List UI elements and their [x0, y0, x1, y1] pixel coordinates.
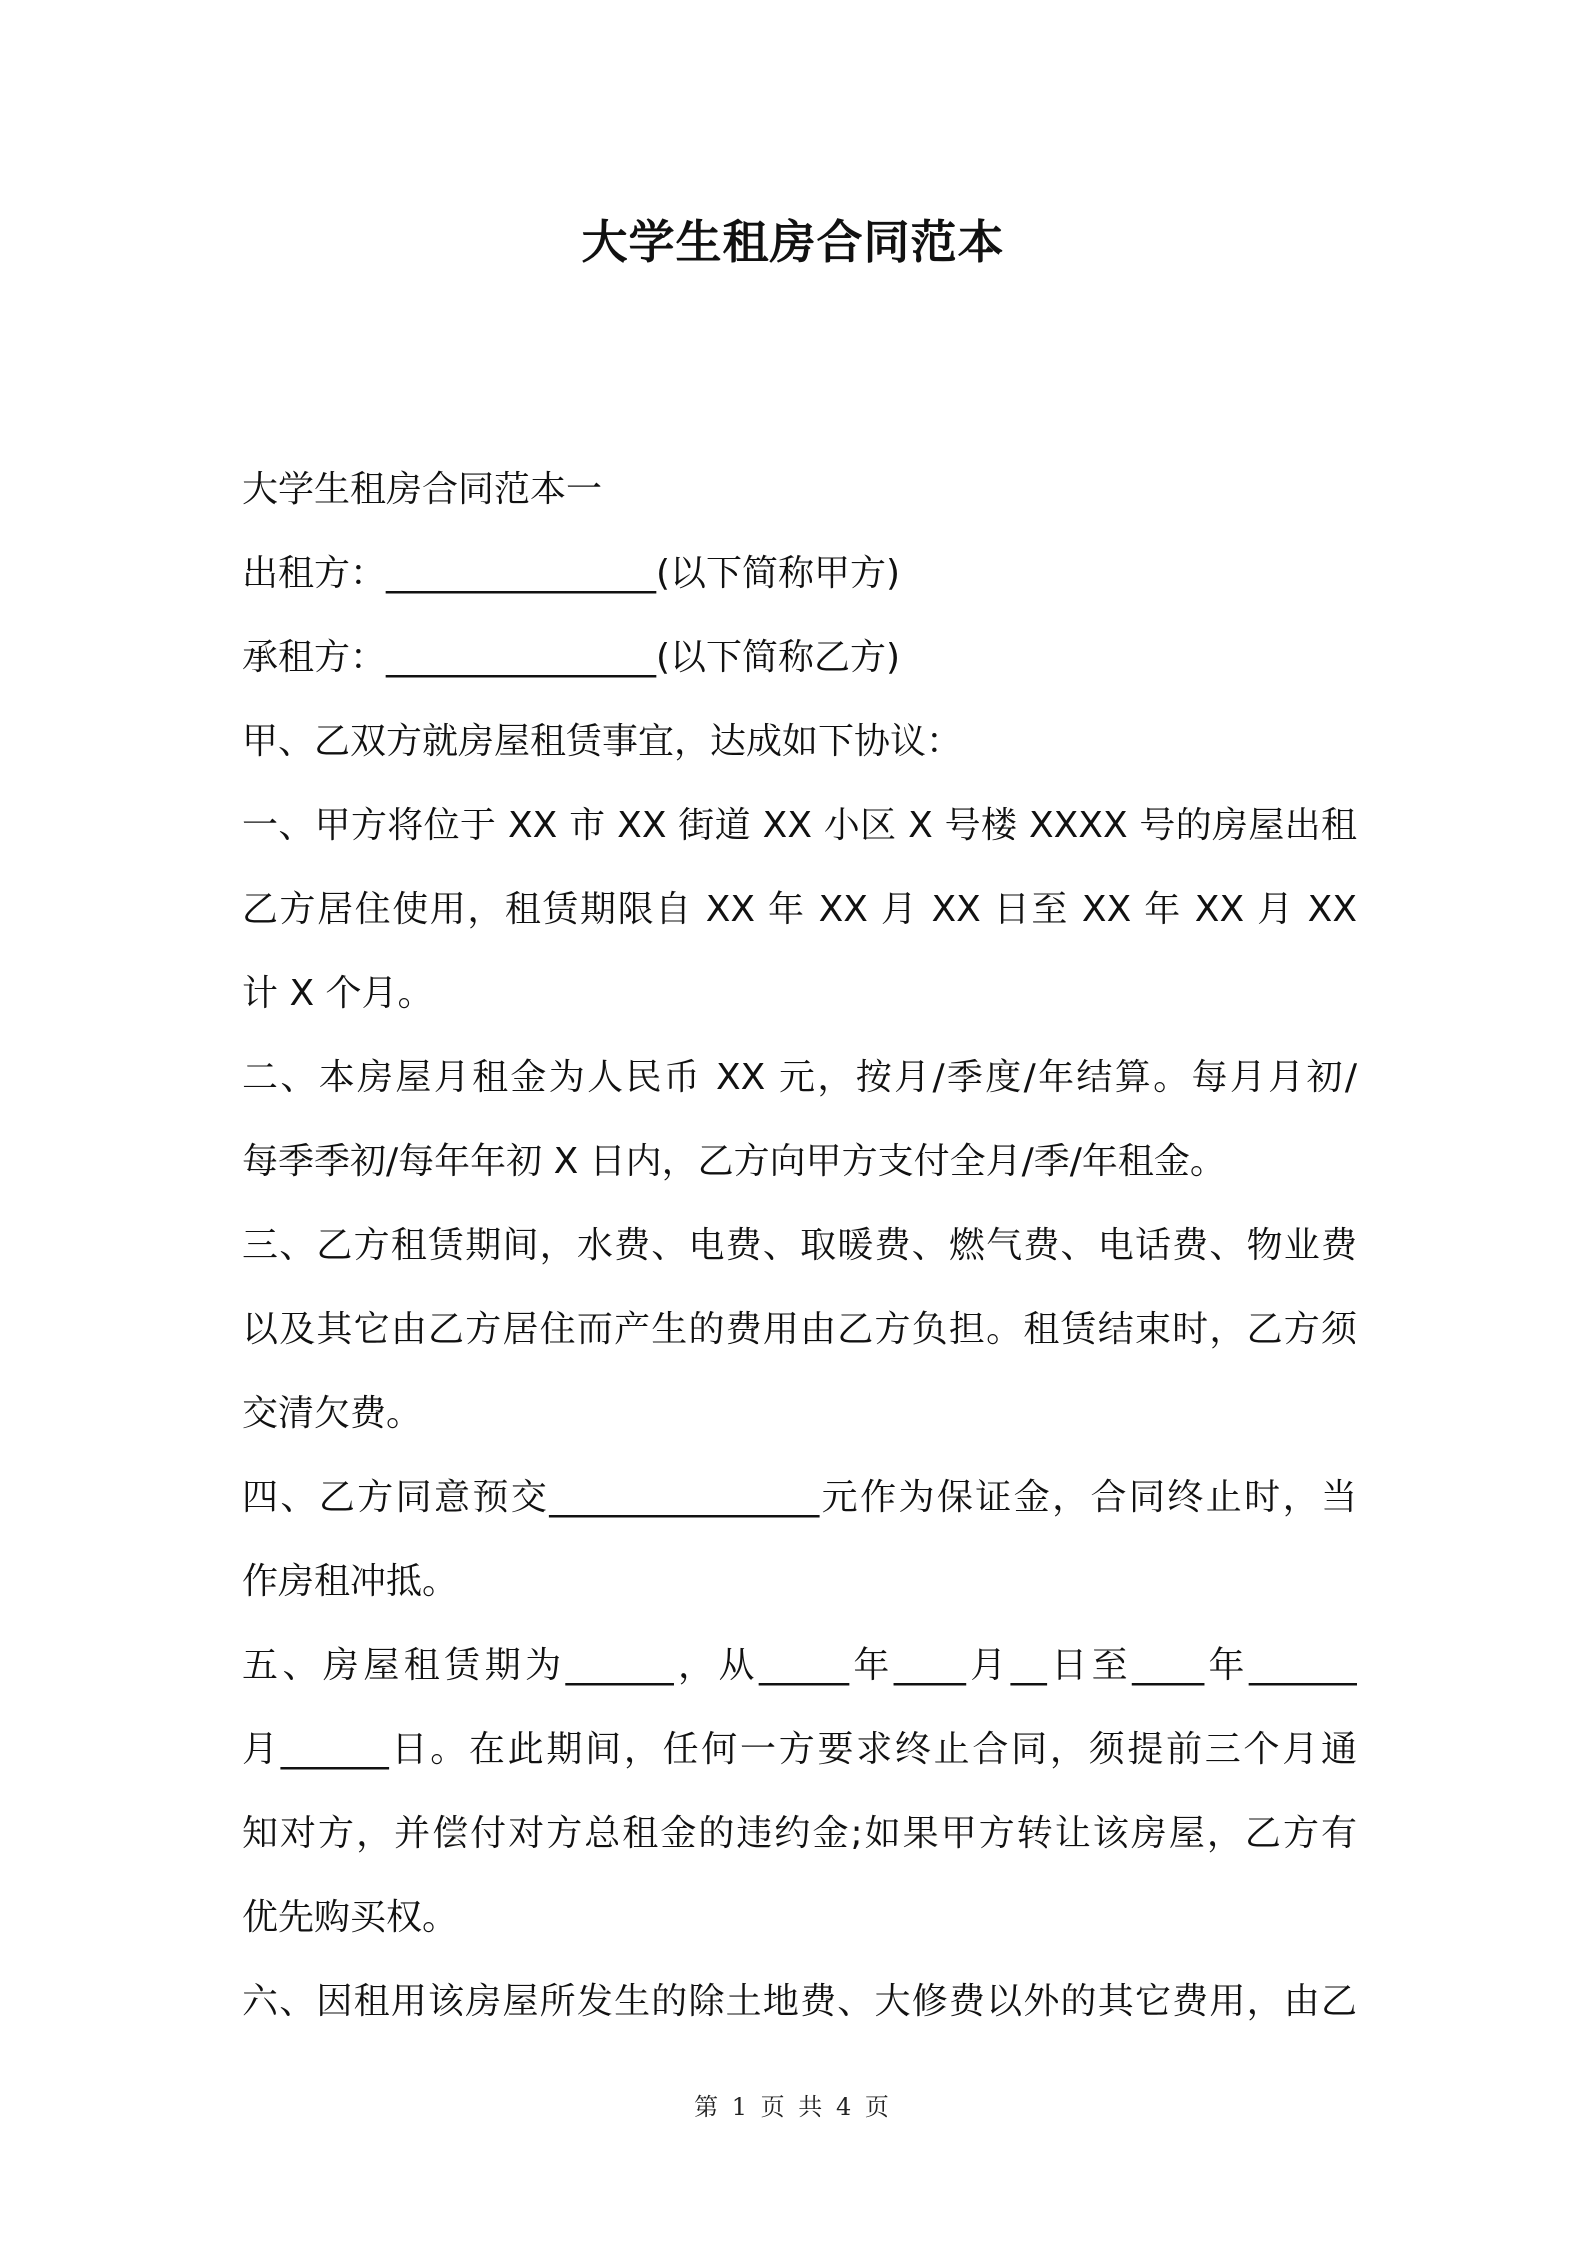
- document-title: 大学生租房合同范本: [581, 215, 1005, 269]
- clause-2-line-2: 每季季初/每年年初 X 日内，乙方向甲方支付全月/季/年租金。: [242, 1141, 1226, 1182]
- lessee-line: 承租方：_______________(以下简称乙方): [242, 637, 901, 678]
- clause-5-line-1: 五、房屋租赁期为______，从_____年____月__日至____年______: [242, 1645, 1357, 1686]
- clause-2-line-1: 二、本房屋月租金为人民币 XX 元，按月/季度/年结算。每月月初/: [242, 1057, 1357, 1098]
- page-footer: 第 1 页 共 4 页: [694, 2093, 892, 2121]
- clause-1-line-2: 乙方居住使用，租赁期限自 XX 年 XX 月 XX 日至 XX 年 XX 月 XX: [242, 889, 1357, 930]
- clause-1-line-1: 一、甲方将位于 XX 市 XX 街道 XX 小区 X 号楼 XXXX 号的房屋出租: [242, 805, 1357, 846]
- clause-3-line-1: 三、乙方租赁期间，水费、电费、取暖费、燃气费、电话费、物业费: [242, 1225, 1357, 1266]
- clause-3-line-2: 以及其它由乙方居住而产生的费用由乙方负担。租赁结束时，乙方须: [242, 1309, 1357, 1350]
- lessor-line: 出租方：_______________(以下简称甲方): [242, 553, 901, 594]
- clause-5-line-3: 知对方，并偿付对方总租金的违约金;如果甲方转让该房屋，乙方有: [242, 1813, 1357, 1854]
- document-body: [242, 448, 1357, 2044]
- agreement-intro: 甲、乙双方就房屋租赁事宜，达成如下协议：: [242, 721, 963, 762]
- clause-3-line-3: 交清欠费。: [242, 1393, 423, 1434]
- clause-4-line-2: 作房租冲抵。: [242, 1561, 459, 1602]
- clause-1-line-3: 计 X 个月。: [242, 973, 434, 1014]
- section-heading: 大学生租房合同范本一: [242, 469, 603, 510]
- clause-5-line-4: 优先购买权。: [242, 1897, 459, 1938]
- clause-5-line-2: 月______日。在此期间，任何一方要求终止合同，须提前三个月通: [242, 1729, 1357, 1770]
- clause-6-line-1: 六、因租用该房屋所发生的除土地费、大修费以外的其它费用，由乙: [242, 1981, 1357, 2022]
- clause-4-line-1: 四、乙方同意预交_______________元作为保证金，合同终止时，当: [242, 1477, 1357, 1518]
